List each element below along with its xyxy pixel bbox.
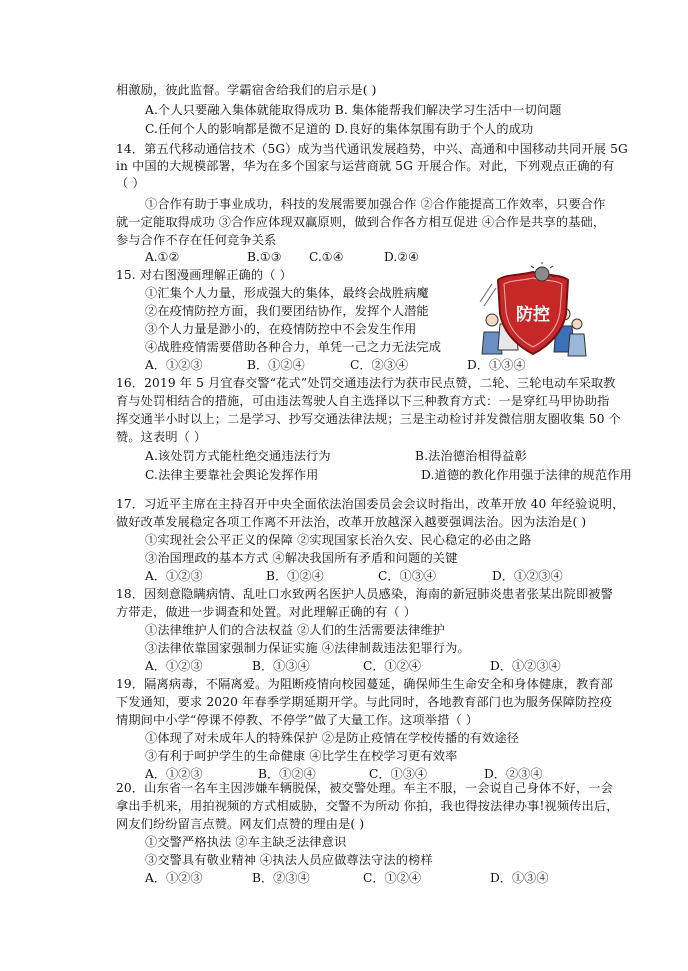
text-line-l04: 14．第五代移动通信技术（5G）成为当代通讯发展趋势，中兴、高通和中国移动共同开展 5G (116, 142, 628, 156)
answer-option-a20-3: D．①③④ (490, 871, 549, 885)
text-line-l45: ③交警具有敬业精神 ④执法人员应做尊法守法的榜样 (145, 853, 433, 867)
text-line-l31: 方带走，做进一步调查和处置。对此理解正确的有（ ） (116, 605, 417, 619)
answer-option-a17-3: D．①②③④ (492, 569, 563, 583)
answer-option-a17-0: A．①②③ (145, 569, 203, 583)
answer-option-a19-1: B．①②④ (258, 767, 316, 781)
shield-label: 防控 (516, 305, 550, 325)
text-line-l38: ①体现了对未成年人的特殊保护 ②是防止疫情在学校传播的有效途径 (145, 731, 520, 745)
text-line-l44: ①交警严格执法 ②车主缺乏法律意识 (145, 835, 347, 849)
text-line-l26: 做好改革发展稳定各项工作离不开法治，改革开放越深入越要强调法治。因为法治是( ) (116, 515, 587, 529)
text-line-l42: 拿出手机来，用拍视频的方式相威胁，交警不为所动 你拍，我也得按法律办事!视频传出后， (116, 799, 619, 813)
answer-option-a18-3: D．①②③④ (490, 659, 561, 673)
text-line-l36: 下发通知，要求 2020 年春季学期延期开学。与此同时，各地教育部门也为服务保障防控疫 (116, 695, 613, 709)
text-line-l43: 网友们纷纷留言点赞。网友们点赞的理由是( ) (116, 817, 365, 831)
answer-option-a14-0: A.①② (145, 250, 180, 264)
text-line-l21: A.该处罚方式能杜绝交通违法行为 (145, 449, 331, 463)
text-line-l20: 赞。这表明（ ） (116, 430, 207, 444)
answer-option-a14-3: D.②④ (384, 250, 420, 264)
text-line-l41: 20．山东省一名车主因涉嫌车辆脱保，被交警处理。车主不服，一会说自己身体不好，一会 (116, 781, 613, 795)
answer-option-a18-1: B．①③④ (252, 659, 310, 673)
text-line-l12: ①汇集个人力量，形成强大的集体，最终会战胜病魔 (145, 286, 429, 300)
answer-option-a17-1: B．①②④ (266, 569, 324, 583)
text-line-l28: ③治国理政的基本方式 ④解决我国所有矛盾和问题的关键 (145, 551, 458, 565)
text-line-l23: C.法律主要靠社会舆论发挥作用 (145, 468, 319, 482)
text-line-l17: 16．2019 年 5 月宜春交警“花式”处罚交通违法行为获市民点赞，二轮、三轮电动车采取教 (116, 376, 616, 390)
text-line-l30: 18．因刻意隐瞒病情、乱吐口水致两名医护人员感染，海南的新冠肺炎患者张某出院即被警 (116, 587, 613, 601)
text-line-l01: 相激励，彼此监督。学霸宿舍给我们的启示是( ) (116, 83, 377, 97)
epidemic-control-cartoon (478, 262, 588, 362)
text-line-l24: D.道德的教化作用强于法律的规范作用 (421, 468, 632, 482)
answer-option-a19-3: D．②③④ (484, 767, 543, 781)
answer-option-a15-3: D．①③④ (467, 358, 526, 372)
answer-option-a15-1: B．①②④ (247, 358, 305, 372)
text-line-l13: ②在疫情防控方面，我们要团结协作，发挥个人潜能 (145, 304, 429, 318)
text-line-l11: 15. 对右图漫画理解正确的（ ） (116, 268, 292, 282)
text-line-l14: ③个人力量是渺小的，在疫情防控中不会发生作用 (145, 322, 417, 336)
answer-option-a15-0: A．①②③ (145, 358, 203, 372)
text-line-l07: ①合作有助于事业成功，科技的发展需要加强合作 ②合作能提高工作效率，只要合作 (145, 197, 606, 211)
answer-option-a20-2: C．①②④ (363, 871, 422, 885)
text-line-l02: A.个人只要融入集体就能取得成功 B. 集体能帮我们解决学习生活中一切问题 (145, 103, 562, 117)
text-line-l03: C.任何个人的影响都是微不足道的 D.良好的集体氛围有助于个人的成功 (145, 122, 534, 136)
answer-option-a18-0: A．①②③ (145, 659, 203, 673)
text-line-l25: 17．习近平主席在主持召开中央全面依法治国委员会会议时指出，改革开放 40 年经验说明， (116, 497, 625, 511)
text-line-l15: ④战胜疫情需要借助各种合力，单凭一己之力无法完成 (145, 340, 442, 354)
text-line-l08: 就一定能取得成功 ③合作应体现双赢原则，做到合作各方相互促进 ④合作是共享的基础， (116, 215, 606, 229)
answer-option-a19-2: C．①③④ (369, 767, 428, 781)
answer-option-a18-2: C．①②④ (363, 659, 422, 673)
answer-option-a20-1: B．②③④ (252, 871, 310, 885)
text-line-l18: 育与处罚相结合的措施，可由违法驾驶人自主选择以下三种教育方式：一是穿红马甲协助指 (116, 394, 610, 408)
text-line-l27: ①实现社会公平正义的保障 ②实现国家长治久安、民心稳定的必由之路 (145, 533, 532, 547)
text-line-l33: ③法律依靠国家强制力保证实施 ④法律制裁违法犯罪行为。 (145, 641, 470, 655)
text-line-l06: （ ） (116, 176, 145, 190)
text-line-l09: 参与合作不存在任何竞争关系 (116, 233, 277, 247)
text-line-l19: 挥交通半小时以上；二是学习、抄写交通法律法规；三是主动检讨并发微信朋友圈收集 50 个 (116, 412, 622, 426)
text-line-l37: 情期间中小学“停课不停教、不停学”做了大量工作。这项举措（ ） (116, 713, 479, 727)
answer-option-a14-2: C.①④ (309, 250, 344, 264)
answer-option-a15-2: C．②③④ (350, 358, 409, 372)
text-line-l22: B.法治德治相得益彰 (415, 449, 527, 463)
text-line-l32: ①法律维护人们的合法权益 ②人们的生活需要法律维护 (145, 623, 446, 637)
answer-option-a20-0: A．①②③ (145, 871, 203, 885)
text-line-l05: in 中国的大规模部署，华为在多个国家与运营商就 5G 开展合作。对此，下列观点正确的有 (116, 159, 615, 173)
answer-option-a19-0: A．①②③ (145, 767, 203, 781)
answer-option-a17-2: C．①③④ (378, 569, 437, 583)
answer-option-a14-1: B.①③ (247, 250, 282, 264)
text-line-l39: ③有利于呵护学生的生命健康 ④比学生在校学习更有效率 (145, 749, 458, 763)
text-line-l35: 19．隔离病毒，不隔离爱。为阻断疫情向校园蔓延，确保师生生命安全和身体健康，教育部 (116, 677, 613, 691)
